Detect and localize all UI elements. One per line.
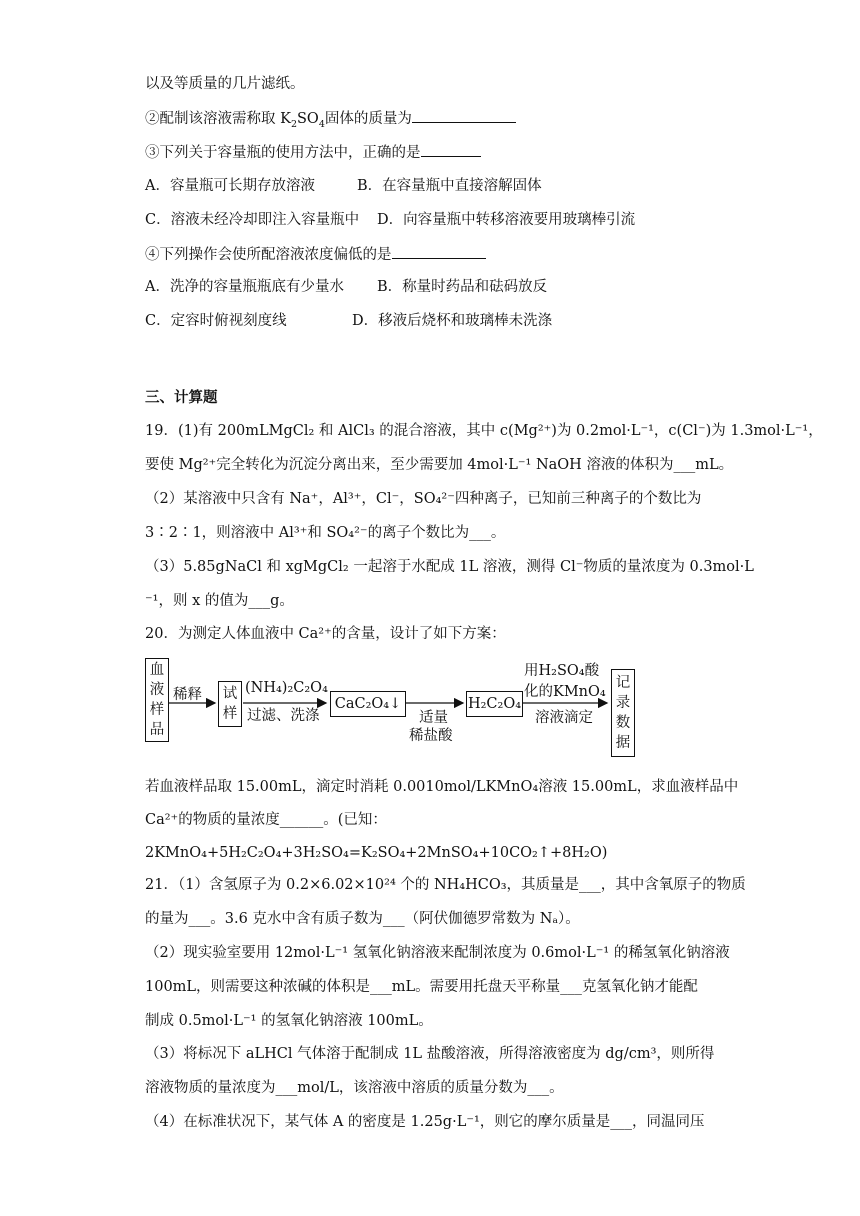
reagent-label: (NH₄)₂C₂O₄ — [245, 680, 328, 696]
option-c: C．定容时俯视刻度线 — [145, 313, 287, 329]
text-line: 3∶2∶1，则溶液中 Al³⁺和 SO₄²⁻的离子个数比为___。 — [145, 525, 506, 541]
record-box — [611, 669, 635, 757]
text-line: 若血液样品取 15.00mL，滴定时消耗 0.0010mol/LKMnO₄溶液 15.00mL，求血液样品中 — [145, 779, 739, 795]
text-line: Ca²⁺的物质的量浓度______。(已知： — [145, 812, 387, 828]
text-line: 的量为___。3.6 克水中含有质子数为___（阿伏伽德罗常数为 Nₐ）。 — [145, 911, 580, 927]
text-span: SO — [297, 111, 319, 127]
condition-label: 过滤、洗涤 — [247, 708, 320, 724]
text-span: ②配制该溶液需称取 K — [145, 111, 291, 127]
precipitate-box: CaC₂O₄↓ — [330, 691, 406, 717]
box-char: 品 — [149, 722, 165, 738]
option-b: B．在容量瓶中直接溶解固体 — [357, 178, 542, 194]
text-line: 100mL，则需要这种浓碱的体积是___mL。需要用托盘天平称量___克氢氧化钠才能配 — [145, 979, 698, 995]
text-line: 20．为测定人体血液中 Ca²⁺的含量，设计了如下方案： — [145, 626, 506, 642]
text-line: 19．(1)有 200mLMgCl₂ 和 AlCl₃ 的混合溶液，其中 c(Mg²⁺)为 0.2mol·L⁻¹，c(Cl⁻)为 1.3mol·L⁻¹， — [145, 423, 823, 439]
option-c: C．溶液未经冷却即注入容量瓶中 — [145, 212, 360, 228]
question-item: ②配制该溶液需称取 $K_2SO_4$固体的质量为 — [145, 108, 516, 129]
text-line: 制成 0.5mol·L⁻¹ 的氢氧化钠溶液 100mL。 — [145, 1013, 433, 1029]
titrant-label-2: 化的KMnO₄ — [524, 684, 606, 700]
text-line: 溶液物质的量浓度为___mol/L，该溶液中溶质的质量分数为___。 — [145, 1080, 564, 1096]
text-line: （2）某溶液中只含有 Na⁺，Al³⁺，Cl⁻，SO₄²⁻四种离子，已知前三种离子的个数比为 — [145, 491, 702, 507]
section-heading: 三、计算题 — [145, 389, 218, 406]
blood-sample-box — [145, 658, 169, 742]
dilute-label: 稀释 — [173, 687, 202, 703]
option-d: D．移液后烧杯和玻璃棒未洗涤 — [352, 313, 553, 329]
text-line: （2）现实验室要用 12mol·L⁻¹ 氢氧化钠溶液来配制浓度为 0.6mol·L⁻¹ 的稀氢氧化钠溶液 — [145, 945, 730, 961]
option-d: D．向容量瓶中转移溶液要用玻璃棒引流 — [377, 212, 636, 228]
oxalic-acid-box: H₂C₂O₄ — [466, 691, 523, 717]
box-char: 试 — [222, 686, 238, 702]
option-a: A．容量瓶可长期存放溶液 — [145, 178, 315, 194]
text-line: 要使 Mg²⁺完全转化为沉淀分离出来，至少需要加 4mol·L⁻¹ NaOH 溶液的体积为___mL。 — [145, 457, 734, 473]
text-span: ③下列关于容量瓶的使用方法中，正确的是 — [145, 145, 421, 161]
box-char: 录 — [615, 695, 631, 711]
amount-label: 适量 — [419, 710, 448, 726]
acid-label: 稀盐酸 — [409, 728, 453, 744]
option-a: A．洗净的容量瓶瓶底有少量水 — [145, 279, 344, 295]
box-char: 液 — [149, 682, 165, 698]
sample-box — [218, 681, 242, 727]
text-line: ⁻¹，则 x 的值为___g。 — [145, 593, 294, 609]
box-char: 样 — [222, 706, 238, 722]
box-char: 据 — [615, 735, 631, 751]
text-line: 以及等质量的几片滤纸。 — [145, 76, 305, 92]
titration-label: 溶液滴定 — [535, 710, 593, 726]
box-char: 血 — [149, 662, 165, 678]
text-line: （3）5.85gNaCl 和 xgMgCl₂ 一起溶于水配成 1L 溶液，测得 Cl⁻物质的量浓度为 0.3mol·L — [145, 559, 754, 575]
text-line: （4）在标准状况下，某气体 A 的密度是 1.25g·L⁻¹，则它的摩尔质量是___，同温同压 — [145, 1114, 705, 1130]
option-b: B．称量时药品和砝码放反 — [377, 279, 548, 295]
text-line: 21．（1）含氢原子为 0.2×6.02×10²⁴ 个的 NH₄HCO₃，其质量是___，其中含氧原子的物质 — [145, 877, 746, 893]
box-char: 数 — [615, 715, 631, 731]
box-char: 样 — [149, 702, 165, 718]
text-line: 2KMnO₄+5H₂C₂O₄+3H₂SO₄=K₂SO₄+2MnSO₄+10CO₂↑+8H₂O) — [145, 845, 608, 861]
text-line: （3）将标况下 aLHCl 气体溶于配制成 1L 盐酸溶液，所得溶液密度为 dg/cm³，则所得 — [145, 1046, 715, 1062]
titrant-label-1: 用H₂SO₄酸 — [524, 663, 600, 679]
text-span: ④下列操作会使所配溶液浓度偏低的是 — [145, 247, 392, 263]
box-char: 记 — [615, 675, 631, 691]
text-span: 固体的质量为 — [324, 111, 412, 127]
